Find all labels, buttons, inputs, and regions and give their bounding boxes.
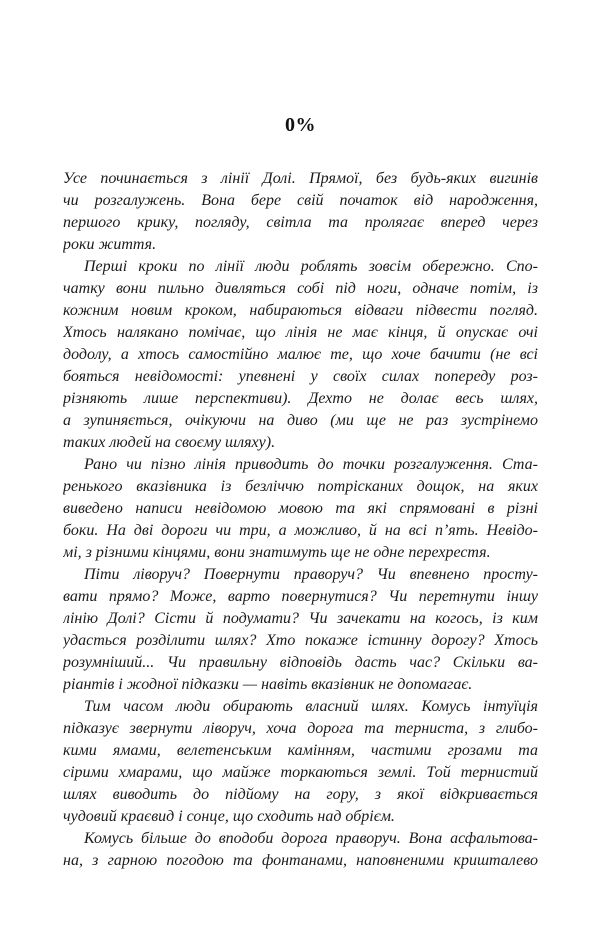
text-line: Тим часом люди обирають власний шлях. Комусь інтуїція xyxy=(84,698,538,715)
text-line: підказує звернути ліворуч, хоча дорога та терниста, з глибо- xyxy=(63,720,538,737)
text-line: а зупиняється, очікуючи на диво (ми ще не раз зустрінемо xyxy=(63,412,538,429)
text-line: Перші кроки по лінії люди роблять зовсім обережно. Спо- xyxy=(84,258,538,275)
text-line: ренького вказівника із безліччю потрісканих дощок, на яких xyxy=(63,478,538,495)
text-line: шлях виводить до підйому на гору, з якої відкривається xyxy=(63,786,538,803)
text-line: чи розгалужень. Вона бере свій початок від народження, xyxy=(63,192,538,209)
text-line: Комусь більше до вподоби дорога праворуч. Вона асфальтова- xyxy=(84,830,538,847)
text-line: сірими хмарами, що майже торкаються землі. Той тернистий xyxy=(63,764,538,781)
text-line: додолу, а хтось самостійно малює те, що хоче бачити (не всі xyxy=(63,346,538,363)
text-line: вати прямо? Може, варто повернутися? Чи перетнути іншу xyxy=(63,588,538,605)
page-text xyxy=(63,168,538,872)
text-line: таких людей на своєму шляху). xyxy=(63,434,276,451)
reading-progress-heading: 0% xyxy=(285,114,316,136)
text-line: різняють лише перспективи). Дехто не долає весь шлях, xyxy=(63,390,538,407)
text-line: Піти ліворуч? Повернути праворуч? Чи впевнено просту- xyxy=(84,566,538,583)
text-line: роки життя. xyxy=(63,236,157,253)
text-line: мі, з різними кінцями, вони знатимуть ще не одне перехрестя. xyxy=(63,544,491,561)
text-line: виведено написи невідомою мовою та які спрямовані в різні xyxy=(63,500,538,517)
text-line: Рано чи пізно лінія приводить до точки розгалуження. Ста- xyxy=(84,456,538,473)
text-line: чатку вони пильно дивляться собі під ноги, одначе потім, із xyxy=(63,280,538,297)
text-line: удасться розділити шлях? Хто покаже істинну дорогу? Хтось xyxy=(63,632,538,649)
text-line: розумніший... Чи правильну відповідь дасть час? Скільки ва- xyxy=(63,654,538,671)
text-line: кими ямами, велетенським камінням, частими грозами та xyxy=(63,742,538,759)
text-line: лінію Долі? Сісти й подумати? Чи зачекати на когось, із ким xyxy=(63,610,538,627)
text-line: першого крику, погляду, світла та пролягає вперед через xyxy=(63,214,538,231)
text-line: Усе починається з лінії Долі. Прямої, без будь-яких вигинів xyxy=(63,170,538,187)
text-line: чудовий краєвид і сонце, що сходить над обрієм. xyxy=(63,808,395,825)
text-line: на, з гарною погодою та фонтанами, наповненими кришталево xyxy=(63,852,538,869)
text-line: ріантів і жодної підказки — навіть вказівник не допомагає. xyxy=(63,676,473,693)
text-line: кожним новим кроком, набираються відваги підвести погляд. xyxy=(63,302,538,319)
text-line: Хтось налякано помічає, що лінія не має кінця, й опускає очі xyxy=(63,324,538,341)
text-line: боки. На дві дороги чи три, а можливо, й на всі п’ять. Невідо- xyxy=(63,522,538,539)
text-line: бояться невідомості: упевнені у своїх силах попереду роз- xyxy=(63,368,538,385)
